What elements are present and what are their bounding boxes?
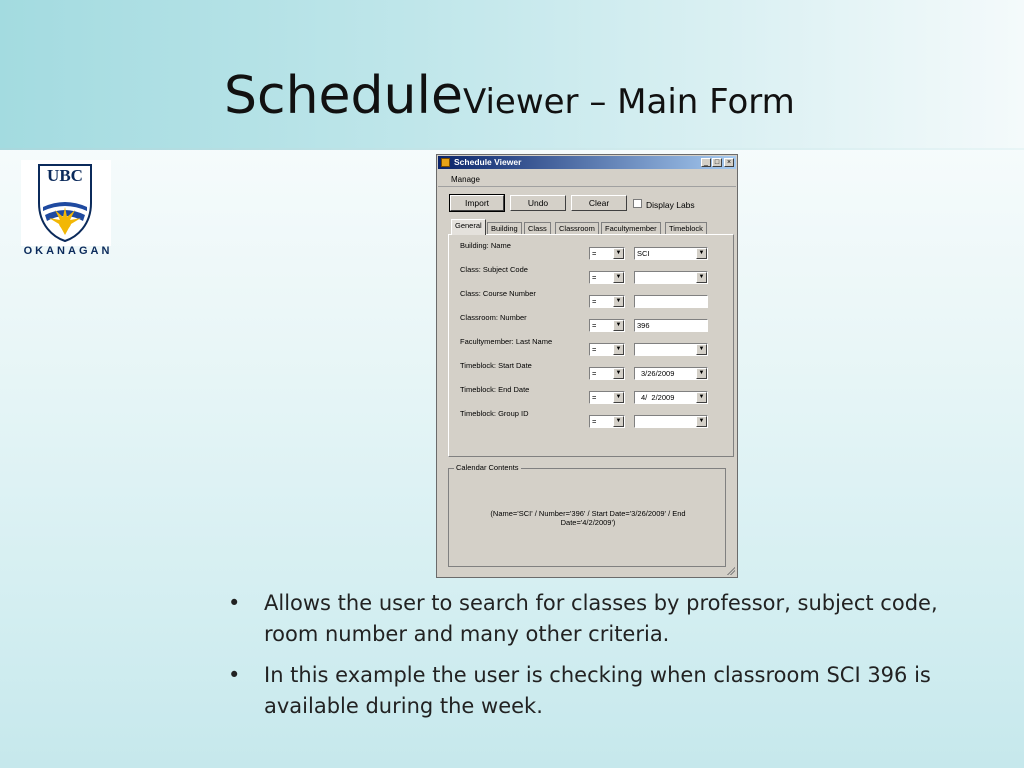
dropdown-arrow-icon[interactable]: ▼ — [613, 368, 624, 379]
operator-select[interactable]: = ▼ — [589, 343, 625, 356]
import-button[interactable]: Import — [450, 195, 504, 211]
calendar-contents-title: Calendar Contents — [456, 463, 519, 472]
operator-select[interactable]: = ▼ — [589, 415, 625, 428]
dropdown-arrow-icon[interactable]: ▼ — [613, 248, 624, 259]
tab-timeblock[interactable]: Timeblock — [665, 222, 707, 235]
calendar-line-2: Date='4/2/2009') — [560, 518, 616, 527]
filter-label: Timeblock: Start Date — [460, 361, 532, 370]
filter-row-course-number — [449, 289, 735, 309]
logo-text: UBC — [47, 166, 83, 185]
bullet-text: In this example the user is checking when classroom SCI 396 is available during the week. — [264, 663, 931, 718]
resize-grip-icon[interactable] — [726, 566, 735, 575]
date-picker[interactable]: 3/26/2009 ▼ — [634, 367, 708, 380]
dropdown-arrow-icon[interactable]: ▼ — [696, 392, 707, 403]
bullet-dot-icon: • — [228, 591, 241, 615]
general-tab-panel — [448, 234, 734, 457]
dropdown-arrow-icon[interactable]: ▼ — [696, 344, 707, 355]
filter-label: Classroom: Number — [460, 313, 527, 322]
operator-select[interactable]: = ▼ — [589, 319, 625, 332]
dropdown-arrow-icon[interactable]: ▼ — [613, 272, 624, 283]
operator-select[interactable]: = ▼ — [589, 295, 625, 308]
value-select[interactable] — [634, 415, 708, 428]
operator-select[interactable]: = ▼ — [589, 247, 625, 260]
schedule-viewer-window — [436, 154, 738, 578]
logo-subtitle: OKANAGAN — [23, 245, 113, 257]
date-picker[interactable]: 4/ 2/2009 ▼ — [634, 391, 708, 404]
operator-select[interactable]: = ▼ — [589, 367, 625, 380]
filter-row-end-date — [449, 385, 735, 405]
bullet-list — [228, 588, 988, 732]
value-select[interactable] — [634, 343, 708, 356]
minimize-button[interactable]: _ — [701, 158, 711, 167]
display-labs-label: Display Labs — [646, 200, 695, 210]
menu-manage[interactable]: Manage — [451, 175, 480, 184]
maximize-button[interactable]: □ — [712, 158, 722, 167]
dropdown-arrow-icon[interactable]: ▼ — [696, 368, 707, 379]
ubc-logo — [20, 158, 120, 268]
value-select[interactable] — [634, 271, 708, 284]
operator-select[interactable]: = ▼ — [589, 391, 625, 404]
title-part-1: Schedule — [224, 66, 463, 126]
filter-row-group-id — [449, 409, 735, 429]
value-select[interactable]: SCI ▼ — [634, 247, 708, 260]
value-input[interactable] — [634, 295, 708, 308]
filter-row-classroom-number — [449, 313, 735, 333]
dropdown-arrow-icon[interactable]: ▼ — [613, 392, 624, 403]
tab-facultymember[interactable]: Facultymember — [601, 222, 661, 235]
window-title: Schedule Viewer — [454, 157, 522, 167]
filter-row-subject-code — [449, 265, 735, 285]
menu-bar — [438, 170, 736, 187]
operator-select[interactable]: = ▼ — [589, 271, 625, 284]
dropdown-arrow-icon[interactable]: ▼ — [696, 248, 707, 259]
bullet-item — [228, 660, 988, 722]
tab-general[interactable]: General — [451, 219, 486, 235]
dropdown-arrow-icon[interactable]: ▼ — [613, 320, 624, 331]
title-divider — [0, 148, 1024, 150]
dropdown-arrow-icon[interactable]: ▼ — [613, 296, 624, 307]
tab-building[interactable]: Building — [487, 222, 522, 235]
dropdown-arrow-icon[interactable]: ▼ — [696, 416, 707, 427]
app-icon — [441, 158, 450, 167]
dropdown-arrow-icon[interactable]: ▼ — [613, 416, 624, 427]
filter-label: Timeblock: Group ID — [460, 409, 529, 418]
filter-label: Timeblock: End Date — [460, 385, 530, 394]
title-part-2: Viewer – Main Form — [462, 82, 795, 122]
bullet-text: Allows the user to search for classes by professor, subject code, room number and many other criteria. — [264, 591, 938, 646]
filter-row-building-name — [449, 241, 735, 261]
filter-row-start-date — [449, 361, 735, 381]
calendar-contents-text — [469, 509, 707, 527]
close-button[interactable]: × — [724, 158, 734, 167]
filter-label: Building: Name — [460, 241, 511, 250]
tab-classroom[interactable]: Classroom — [555, 222, 599, 235]
bullet-item — [228, 588, 988, 650]
filter-label: Class: Course Number — [460, 289, 536, 298]
display-labs-checkbox[interactable] — [633, 199, 642, 208]
tab-class[interactable]: Class — [524, 222, 551, 235]
slide-title — [224, 66, 795, 126]
clear-button[interactable]: Clear — [571, 195, 627, 211]
window-titlebar[interactable] — [438, 156, 736, 169]
bullet-dot-icon: • — [228, 663, 241, 687]
dropdown-arrow-icon[interactable]: ▼ — [613, 344, 624, 355]
value-input[interactable]: 396 — [634, 319, 708, 332]
filter-row-last-name — [449, 337, 735, 357]
dropdown-arrow-icon[interactable]: ▼ — [696, 272, 707, 283]
calendar-contents-group — [448, 463, 726, 567]
calendar-line-1: (Name='SCI' / Number='396' / Start Date='3/26/2009' / End — [490, 509, 686, 518]
filter-label: Facultymember: Last Name — [460, 337, 553, 346]
undo-button[interactable]: Undo — [510, 195, 566, 211]
filter-label: Class: Subject Code — [460, 265, 528, 274]
